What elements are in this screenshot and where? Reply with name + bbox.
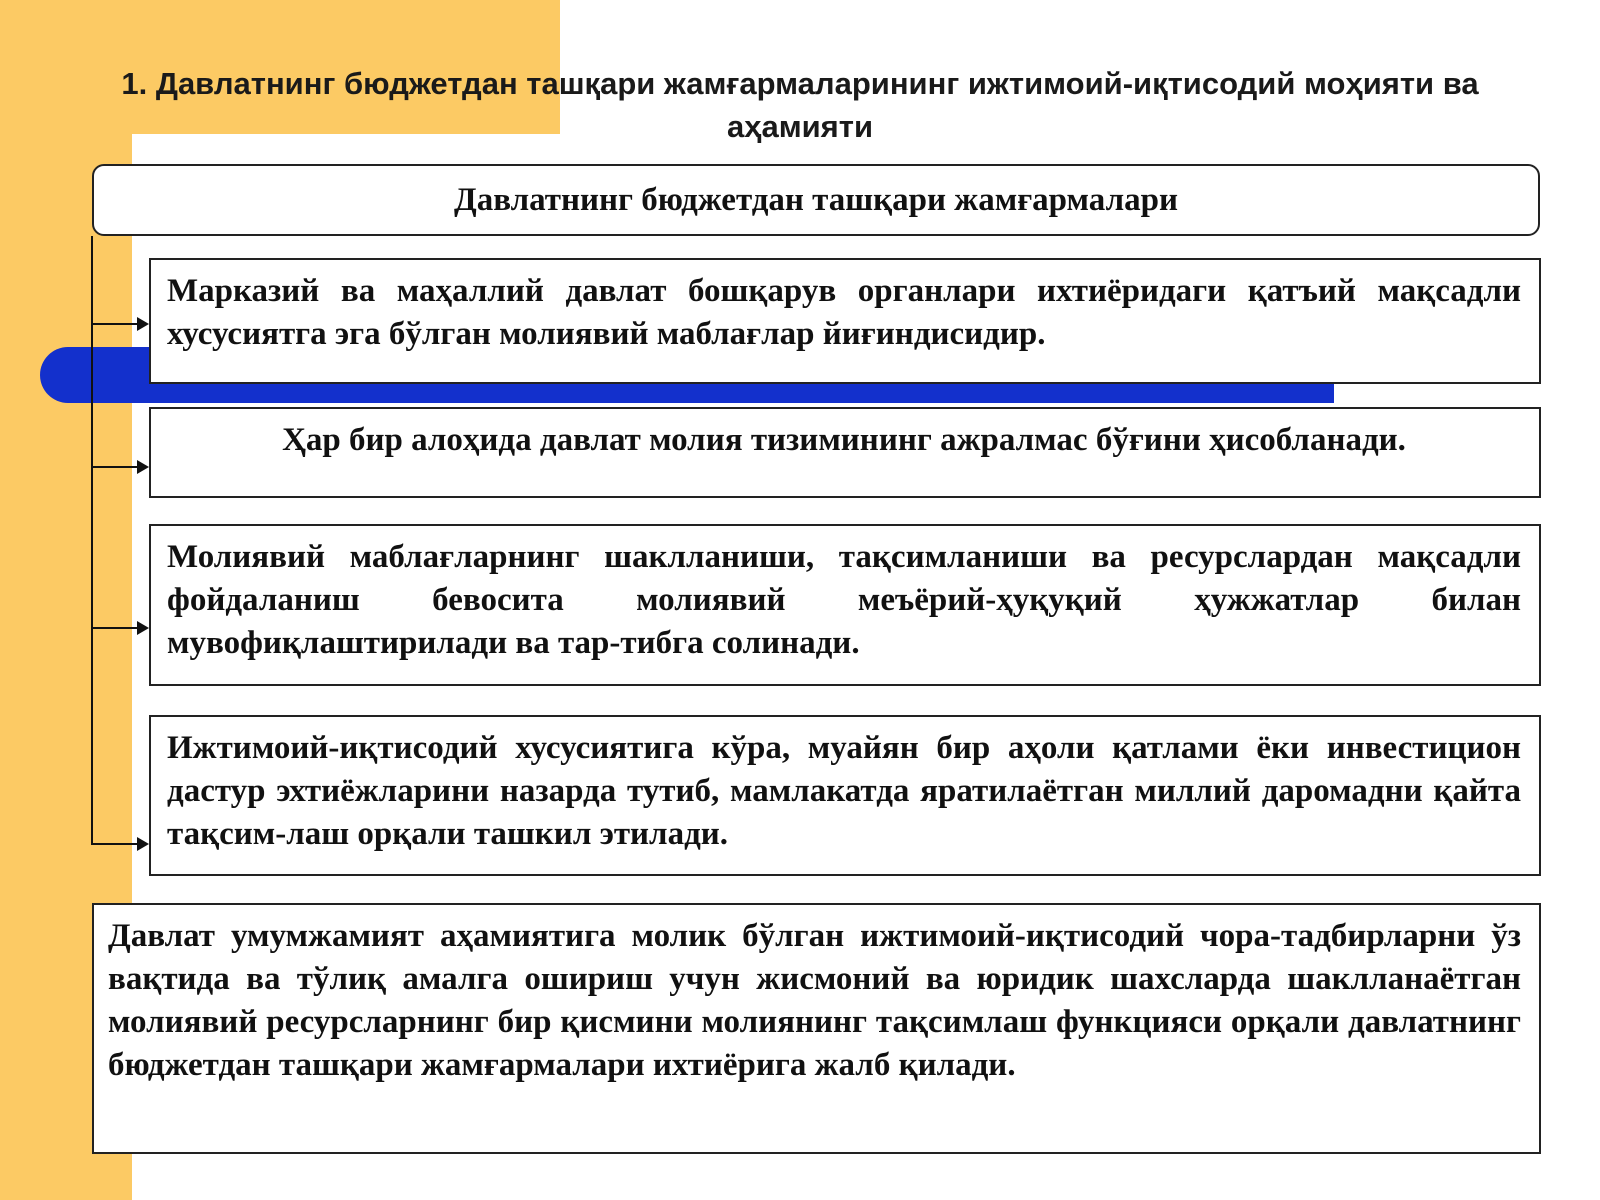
connector-arrow-3 (92, 627, 138, 629)
connector-arrow-1 (92, 323, 138, 325)
definition-box-4: Ижтимоий-иқтисодий хусусиятига кўра, муайян бир аҳоли қатлами ёки инвестицион дастур эхтиёжларини назарда тутиб, мамлакатда яратилаётган миллий даромадни қайта тақсим-лаш орқали ташкил этилади. (149, 715, 1541, 876)
slide-title: 1. Давлатнинг бюджетдан ташқари жамғармаларининг ижтимоий-иқтисодий моҳияти ва аҳамияти (121, 66, 1479, 144)
header-box: Давлатнинг бюджетдан ташқари жамғармалари (92, 164, 1540, 236)
connector-arrow-2 (92, 466, 138, 468)
connector-vertical-line (91, 236, 93, 845)
definition-box-3: Молиявий маблағларнинг шаклланиши, тақсимланиши ва ресурслардан мақсадли фойдаланиш бевосита молиявий меъёрий-ҳуқуқий ҳужжатлар билан мувофиқлаштирилади ва тар-тибга солинади. (149, 524, 1541, 686)
definition-box-1: Марказий ва маҳаллий давлат бошқарув органлари ихтиёридаги қатъий мақсадли хусусиятга эга бўлган молиявий маблағлар йиғиндисидир. (149, 258, 1541, 384)
summary-box: Давлат умумжамият аҳамиятига молик бўлган ижтимоий-иқтисодий чора-тадбирларни ўз вақтида ва тўлиқ амалга ошириш учун жисмоний ва юридик шахсларда шаклланаётган молиявий ресурсларнинг бир қисмини молиянинг тақсимлаш функцияси орқали давлатнинг бюджетдан ташқари жамғармалари ихтиёрига жалб қилади. (92, 903, 1541, 1154)
connector-arrow-4 (92, 843, 138, 845)
definition-box-2: Ҳар бир алоҳида давлат молия тизимининг ажралмас бўғини ҳисобланади. (149, 407, 1541, 498)
